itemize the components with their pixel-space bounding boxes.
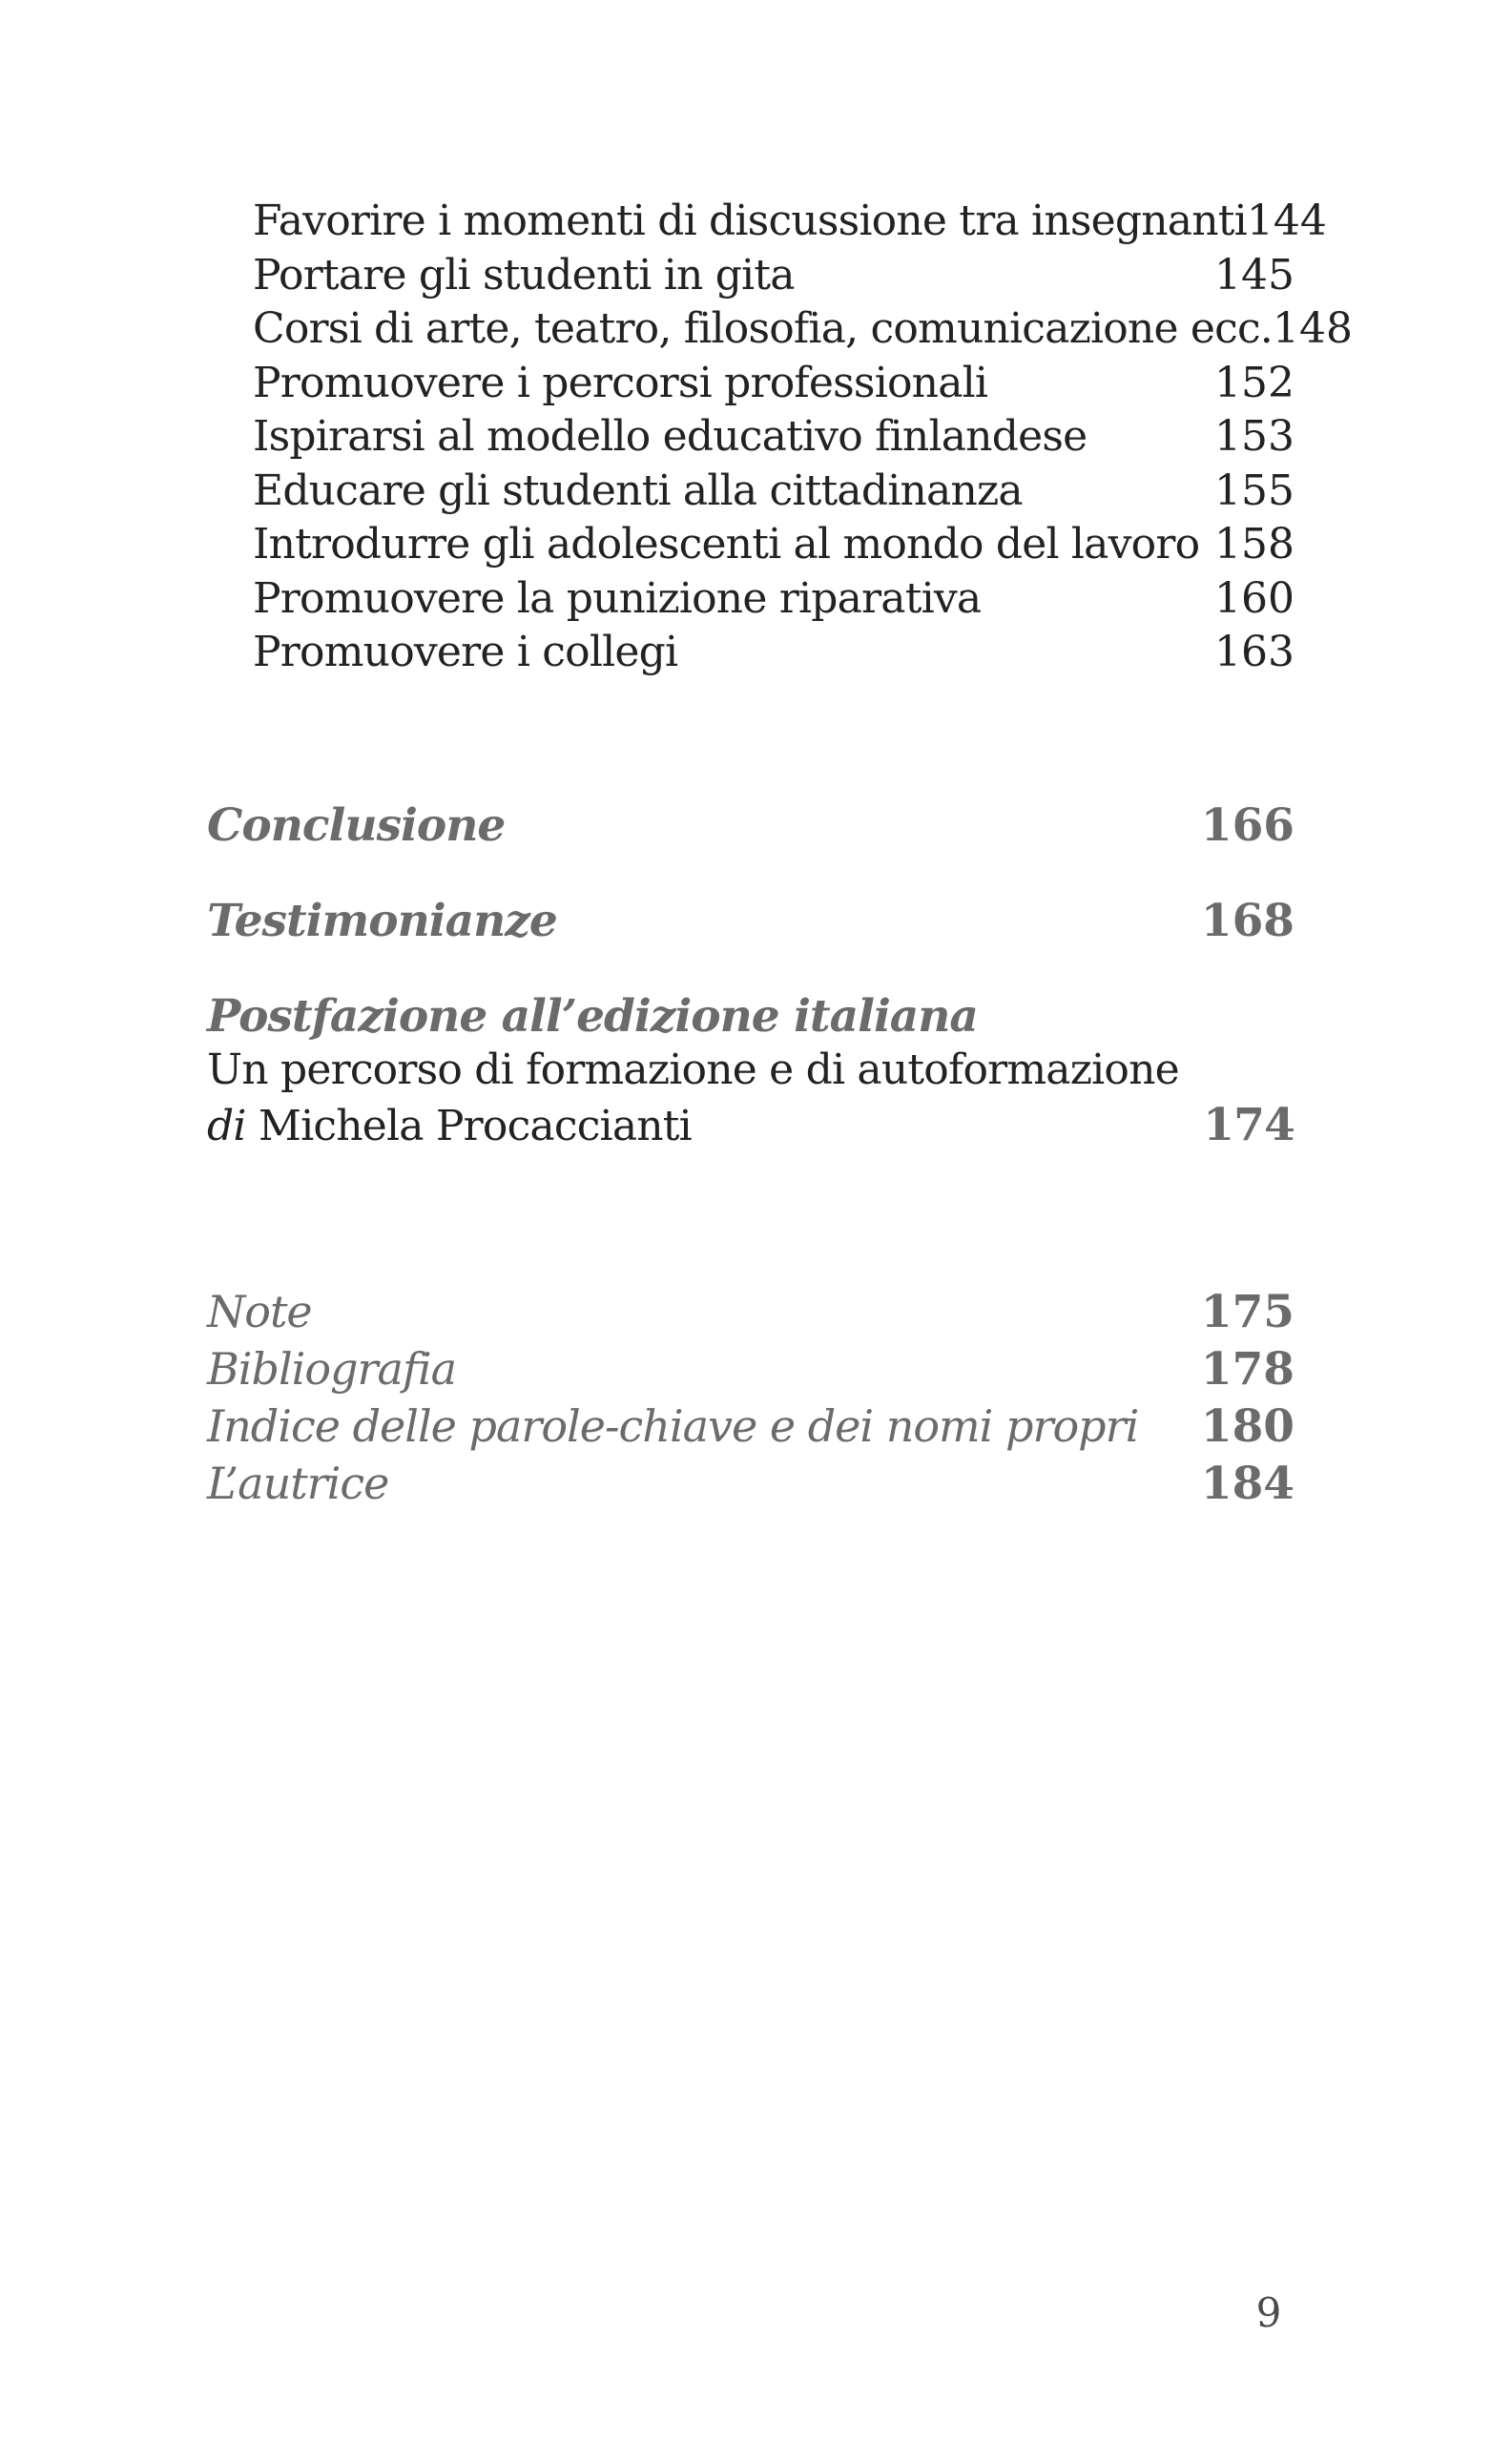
- toc-entry-page: 155: [1214, 466, 1295, 515]
- toc-entry-page: 144: [1246, 197, 1327, 245]
- back-matter-page: 178: [1200, 1343, 1295, 1396]
- toc-entry-title: Portare gli studenti in gita: [253, 250, 795, 300]
- toc-entry: [253, 465, 1295, 519]
- toc-entry: [253, 302, 1353, 357]
- toc-entry-title: Promuovere i percorsi professionali: [253, 358, 988, 407]
- back-matter-page: 175: [1200, 1286, 1295, 1338]
- section-page: 174: [1203, 1099, 1295, 1151]
- toc-section-testimonianze: [207, 895, 1295, 947]
- section-title: Conclusione: [207, 799, 506, 852]
- toc-section-postfazione: [207, 990, 1295, 1154]
- postfazione-subtitle: Un percorso di formazione e di autoformazione: [207, 1045, 1179, 1094]
- toc-section-conclusione: [207, 799, 1295, 852]
- toc-subentries-list: [253, 195, 1353, 680]
- section-page: 168: [1200, 895, 1295, 947]
- toc-entry-page: 153: [1214, 412, 1295, 461]
- back-matter-title: L’autrice: [207, 1458, 389, 1509]
- toc-entry-page: 160: [1214, 573, 1295, 623]
- back-matter-entry: [207, 1283, 1295, 1340]
- toc-entry-page: 158: [1214, 520, 1295, 569]
- back-matter-title: Note: [207, 1286, 312, 1337]
- toc-entry-title: Favorire i momenti di discussione tra insegnanti: [253, 197, 1247, 245]
- author-name: Michela Procaccianti: [258, 1102, 692, 1150]
- toc-entry: [253, 357, 1295, 411]
- back-matter-title: Bibliografia: [207, 1343, 457, 1395]
- toc-entry: [253, 626, 1295, 680]
- section-page: 166: [1200, 799, 1295, 852]
- toc-entry-title: Educare gli studenti alla cittadinanza: [253, 466, 1023, 515]
- postfazione-author-row: [207, 1098, 1295, 1154]
- toc-entry-page: 148: [1273, 304, 1353, 353]
- back-matter-entry: [207, 1397, 1295, 1455]
- toc-entry-page: 152: [1214, 358, 1295, 407]
- postfazione-author-line: [207, 1099, 692, 1154]
- toc-entry-title: Promuovere la punizione riparativa: [253, 573, 982, 623]
- back-matter-entry: [207, 1455, 1295, 1512]
- toc-entry-title: Promuovere i collegi: [253, 628, 678, 676]
- toc-back-matter-list: [207, 1283, 1295, 1512]
- toc-entry: [253, 195, 1327, 249]
- back-matter-entry: [207, 1340, 1295, 1397]
- toc-entry: [253, 249, 1295, 303]
- toc-entry-page: 163: [1214, 628, 1295, 676]
- section-title: Postfazione all’edizione italiana: [207, 990, 978, 1043]
- toc-entry: [253, 410, 1295, 465]
- section-title: Testimonianze: [207, 895, 557, 947]
- page-number: 9: [1255, 2289, 1282, 2336]
- toc-entry-title: Ispirarsi al modello educativo finlandese: [253, 412, 1087, 461]
- back-matter-page: 184: [1200, 1458, 1295, 1510]
- toc-entry: [253, 518, 1295, 572]
- back-matter-page: 180: [1200, 1400, 1295, 1453]
- toc-entry-title: Introdurre gli adolescenti al mondo del lavoro: [253, 520, 1200, 569]
- toc-entry: [253, 572, 1295, 627]
- toc-entry-title: Corsi di arte, teatro, filosofia, comunicazione ecc.: [253, 304, 1273, 353]
- back-matter-title: Indice delle parole-chiave e dei nomi propri: [207, 1400, 1139, 1452]
- author-prefix: di: [207, 1102, 246, 1150]
- toc-entry-page: 145: [1214, 250, 1295, 300]
